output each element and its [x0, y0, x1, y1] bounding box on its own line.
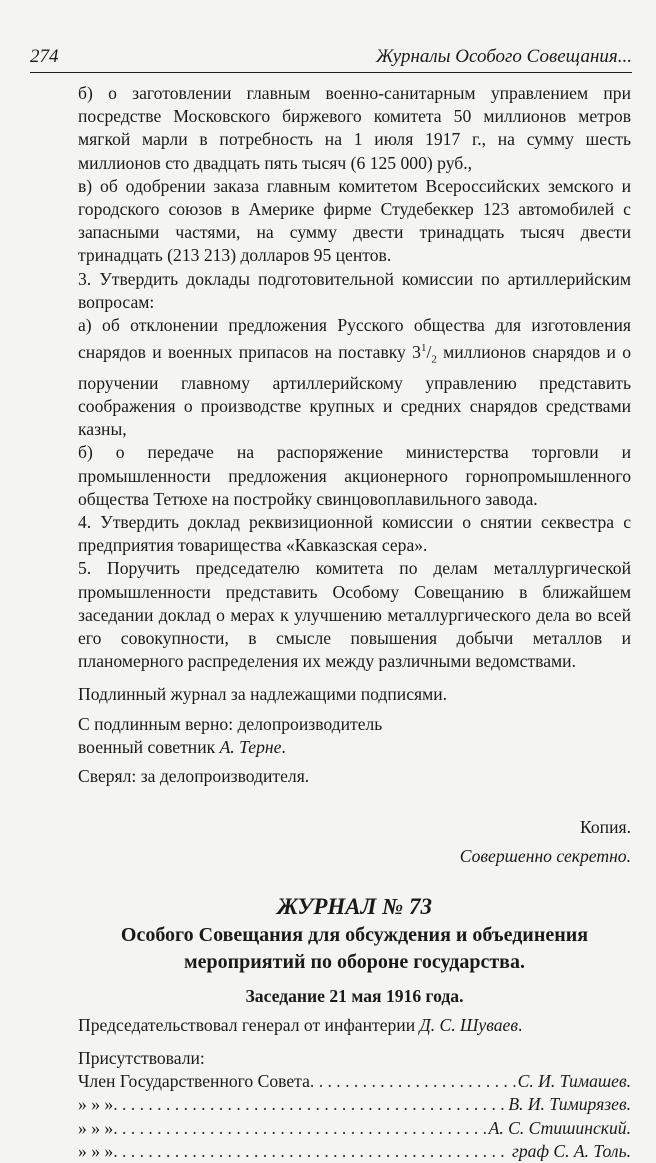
page-number: 274 [30, 46, 59, 67]
fraction: $^1/_2$ [420, 342, 437, 366]
paragraph-3a-start: а) об отклонении предложения Русского общества для изготовления снарядов и военных припасов на поставку 3 [78, 315, 631, 363]
leader-dots [113, 1140, 510, 1163]
journal-title-line-1: Особого Совещания для обсуждения и объединения [120, 923, 589, 946]
paragraph-5: 5. Поручить председателю комитета по делам металлургической промышленности представить Особому Совещанию в ближайшем заседании доклад о мерах к улучшению металлургического дела во всей его совокупности, в смысле повышения добычи металлов и планомерного распределения их между различными ведомствами. [78, 558, 631, 672]
leader-dots [310, 1070, 516, 1093]
certified-rank: военный советник [78, 736, 220, 757]
paragraph-3: 3. Утвердить доклады подготовительной комиссии по артиллерийским вопросам: [78, 268, 631, 312]
fraction-denominator: 2 [431, 353, 437, 366]
certified-suffix: . [281, 736, 286, 757]
leader-dots [113, 1117, 486, 1140]
paragraph-v-studebaker: в) об одобрении заказа главным комитетом Всероссийских земского и городского союзов в Америке фирме Студебеккер 123 автомобилей с запасными частями, на сумму двести тринадцать тысяч двести тринадцать (213 213) долларов 95 центов. [78, 175, 631, 266]
attendee-row [78, 1140, 631, 1163]
attendee-title: » » » [78, 1094, 114, 1115]
attendee-title: » » » [78, 1117, 114, 1138]
certified-name: А. Терне [219, 736, 282, 757]
certified-line-2 [78, 736, 631, 759]
attendee-name: А. С. Стишинский. [488, 1117, 631, 1138]
attendee-row [78, 1117, 631, 1140]
paragraph-b-gauze: б) о заготовлении главным военно-санитарным управлением при посредстве Московского биржевого комитета 50 миллионов метров мягкой марли в потребность на 1 июля 1917 г., на сумму шесть миллионов сто двадцать пять тысяч (6 125 000) руб., [78, 83, 631, 173]
page-header [30, 44, 632, 73]
certified-line-1: С подлинным верно: делопроизводитель [78, 713, 383, 734]
paragraph-4: 4. Утвердить доклад реквизиционной комиссии о снятии секвестра с предприятия товарищества «Кавказская сера». [78, 512, 631, 556]
chairman-suffix: . [517, 1014, 523, 1035]
attendee-name: В. И. Тимирязев. [508, 1094, 631, 1115]
attendee-name: граф С. А. Толь. [511, 1140, 631, 1161]
session-date: Заседание 21 мая 1916 года. [245, 985, 464, 1006]
original-signed-note: Подлинный журнал за надлежащими подписями. [78, 684, 448, 705]
running-title: Журналы Особого Совещания... [375, 46, 632, 67]
attendee-list [78, 1070, 631, 1163]
verified-note: Сверял: за делопроизводителя. [78, 766, 310, 787]
attendee-row [78, 1070, 631, 1093]
present-label: Присутствовали: [78, 1048, 205, 1069]
page-body [78, 82, 631, 1163]
journal-number: ЖУРНАЛ № 73 [277, 893, 432, 919]
chairman-line [78, 1014, 631, 1037]
attendee-title: » » » [78, 1140, 114, 1161]
fraction-numerator: 1 [420, 342, 427, 355]
paragraph-3a [78, 314, 631, 441]
paragraph-3b: б) о передаче на распоряжение министерства торговли и промышленности предложения акционерного горнопромышленного общества Тетюхе на постройку свинцовоплавильного завода. [78, 442, 631, 509]
leader-dots [113, 1093, 506, 1116]
attendee-title: Член Государственного Совета [78, 1071, 310, 1092]
copy-label: Копия. [580, 817, 631, 838]
paragraph-3a-end: миллионов снарядов и о поручении главному артиллерийскому управлению представить соображения о производстве крупных и средних снарядов средствами казны, [78, 342, 632, 440]
journal-title-line-2: мероприятий по обороне государства. [184, 950, 525, 973]
chairman-name: Д. С. Шуваев [419, 1014, 518, 1035]
secret-label: Совершенно секретно. [459, 846, 631, 867]
attendee-row [78, 1093, 631, 1116]
chairman-rank: Председательствовал генерал от инфантерии [78, 1014, 420, 1035]
attendee-name: С. И. Тимашев. [517, 1071, 631, 1092]
